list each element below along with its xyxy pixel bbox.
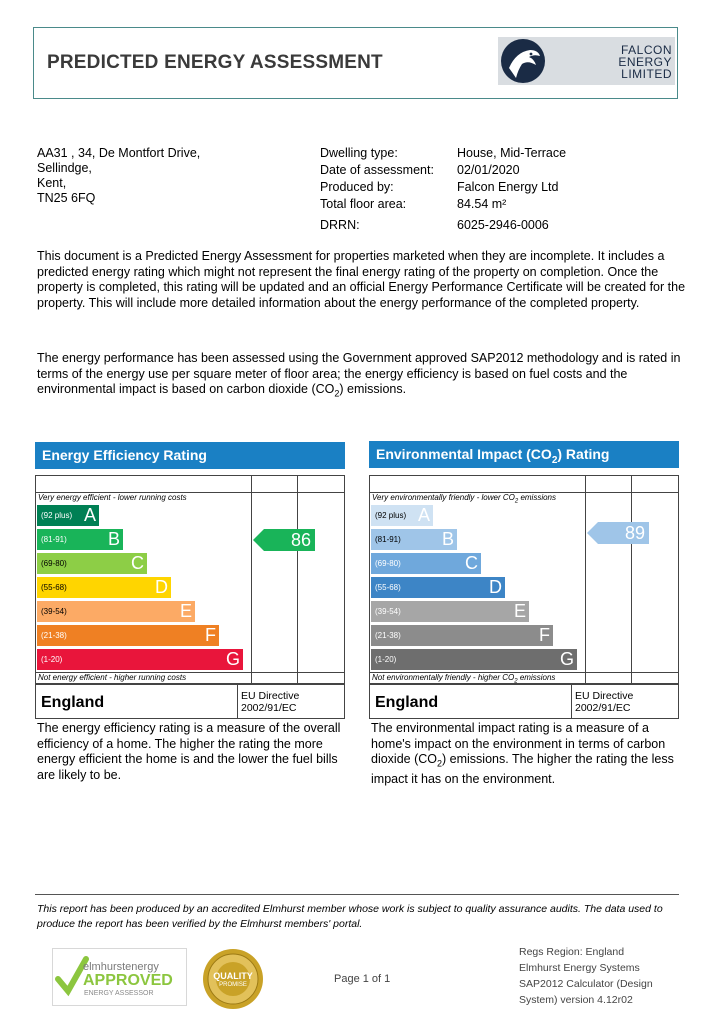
logo-text-energy: ENERGY [618, 55, 672, 69]
environment-eu-directive: EU Directive 2002/91/EC [575, 690, 634, 714]
band-letter: F [205, 625, 216, 645]
elmhurst-approved-badge [52, 948, 187, 1006]
page-number: Page 1 of 1 [334, 973, 391, 985]
band-range: (92 plus) [375, 511, 407, 520]
energy-bottom-note: Not energy efficient - higher running costs [38, 673, 187, 682]
rating-band-g [371, 649, 577, 670]
band-letter: A [417, 505, 430, 525]
logo-text-limited: LIMITED [621, 67, 672, 81]
environment-region: England [375, 694, 439, 711]
chart-divider [237, 684, 238, 719]
address-line: AA31 , 34, De Montfort Drive, [37, 146, 201, 160]
dwelling-type-label: Dwelling type: [320, 146, 398, 160]
badge-approved: APPROVED [83, 972, 173, 989]
chart-divider [571, 684, 572, 719]
band-range: (92 plus) [41, 511, 73, 520]
quality-promise-seal [202, 948, 264, 1010]
band-letter: B [441, 529, 454, 549]
rating-band-f [371, 625, 553, 646]
rating-band-b [37, 529, 123, 550]
assessment-date-label: Date of assessment: [320, 163, 434, 177]
footer-divider [35, 894, 679, 895]
band-range: (69-80) [41, 559, 67, 568]
address-line: TN25 6FQ [37, 191, 96, 205]
band-range: (55-68) [41, 583, 67, 592]
chart-divider [585, 475, 586, 684]
band-letter: E [513, 601, 526, 621]
band-range: (81-91) [375, 535, 401, 544]
band-range: (39-54) [375, 607, 401, 616]
produced-by-value: Falcon Energy Ltd [457, 180, 559, 194]
energy-region: England [41, 694, 105, 711]
energy-rating-title: Energy Efficiency Rating [35, 442, 345, 469]
falcon-logo-icon [500, 38, 546, 84]
dwelling-type-value: House, Mid-Terrace [457, 146, 567, 160]
band-range: (55-68) [375, 583, 401, 592]
rating-band-d [37, 577, 171, 598]
band-letter: A [83, 505, 96, 525]
logo-text-falcon: FALCON [620, 43, 672, 57]
environment-rating-arrow [587, 522, 649, 549]
energy-description: The energy efficiency rating is a measure of the overall efficiency of a home. The higher the rating the more energy efficient the home is and the lower the fuel bills are likely to be. [37, 721, 341, 782]
regs-line: System) version 4.12r02 [519, 994, 633, 1006]
band-range: (81-91) [41, 535, 67, 544]
rating-band-e [37, 601, 195, 622]
band-letter: D [155, 577, 168, 597]
chart-divider [297, 475, 298, 684]
regs-line: SAP2012 Calculator (Design [519, 978, 653, 990]
environment-top-note: Very environmentally friendly - lower $CO_2$ emissions [372, 493, 557, 505]
rating-band-f [37, 625, 219, 646]
badge-role: ENERGY ASSESSOR [84, 990, 154, 997]
drrn-value: 6025-2946-0006 [457, 218, 549, 232]
band-range: (69-80) [375, 559, 401, 568]
band-range: (21-38) [41, 631, 67, 640]
rating-band-a [371, 505, 433, 526]
band-letter: F [539, 625, 550, 645]
band-letter: G [559, 649, 574, 669]
environment-rating-value: 89 [624, 523, 645, 543]
band-letter: B [107, 529, 120, 549]
band-range: (21-38) [375, 631, 401, 640]
environment-rating-title: Environmental Impact $(CO_2)$ Rating [369, 441, 679, 468]
address-line: Kent, [37, 176, 67, 190]
floor-area-label: Total floor area: [320, 197, 407, 211]
rating-band-g [37, 649, 243, 670]
band-letter: C [131, 553, 144, 573]
band-range: (1-20) [41, 655, 63, 664]
regs-line: Elmhurst Energy Systems [519, 962, 640, 974]
rating-band-c [371, 553, 481, 574]
seal-text: QUALITY [213, 971, 253, 981]
produced-by-label: Produced by: [320, 180, 394, 194]
chart-divider [251, 475, 252, 684]
regs-line: Regs Region: England [519, 946, 625, 958]
band-letter: G [225, 649, 240, 669]
energy-rating-arrow [253, 529, 315, 556]
address-line: Sellindge, [37, 161, 92, 175]
rating-band-a [37, 505, 99, 526]
band-range: (39-54) [41, 607, 67, 616]
seal-sub: PROMISE [219, 982, 247, 988]
energy-top-note: Very energy efficient - lower running costs [38, 493, 187, 502]
band-range: (1-20) [375, 655, 397, 664]
energy-rating-value: 86 [290, 530, 311, 550]
badge-brand: elmhurstenergy [83, 961, 159, 973]
page-title: PREDICTED ENERGY ASSESSMENT [47, 52, 383, 73]
intro-paragraph: This document is a Predicted Energy Assessment for properties marketed when they are incomplete. It includes a predicted energy rating which might not represent the final energy rating of the property on completion. Once the property is completed, this rating will be updated and an official Energy Performance Certificate will be created for the property. This will include more detailed information about the energy performance of the completed property. [37, 249, 686, 310]
rating-band-d [371, 577, 505, 598]
floor-area-value: 84.54 m² [457, 197, 507, 211]
assessment-date-value: 02/01/2020 [457, 163, 520, 177]
energy-eu-directive: EU Directive 2002/91/EC [241, 690, 300, 714]
method-paragraph: The energy performance has been assessed using the Government approved SAP2012 methodology and is rated in terms of the energy use per square meter of floor area; the energy efficiency is based on fuel costs and the environmental impact is based on carbon dioxide $(CO_2)$ emissions. [37, 351, 681, 399]
drrn-label: DRRN: [320, 218, 360, 232]
footer-note: This report has been produced by an accredited Elmhurst member whose work is subject to quality assurance audits. The data used to produce the report has been verified by the Elmhurst members' portal. [37, 903, 663, 930]
environment-bottom-note: Not environmentally friendly - higher $CO_2$ emissions [372, 673, 556, 685]
environment-description: The environmental impact rating is a measure of a home's impact on the environment in terms of carbon dioxide $(CO_2)$ emissions. The higher the rating the less impact it has on the environment. [371, 721, 674, 786]
chart-divider [631, 475, 632, 684]
band-letter: D [489, 577, 502, 597]
band-letter: C [465, 553, 478, 573]
rating-band-c [37, 553, 147, 574]
band-letter: E [179, 601, 192, 621]
rating-band-b [371, 529, 457, 550]
rating-band-e [371, 601, 529, 622]
